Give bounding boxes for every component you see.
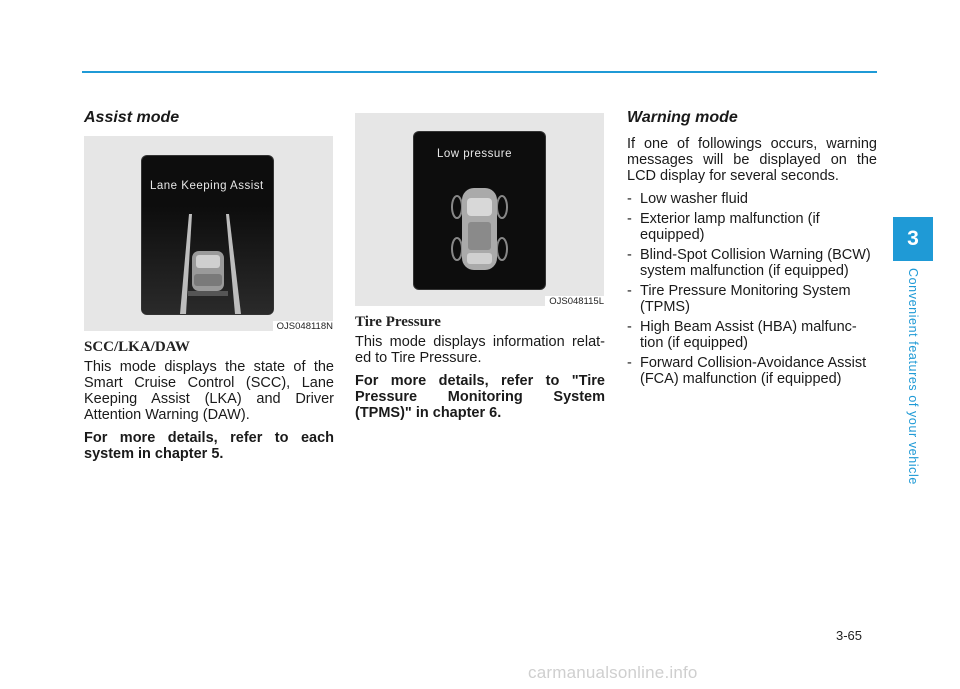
lane-car-icon [142,156,273,314]
figure-lane-keeping-assist [84,136,333,331]
chapter-title-vertical [902,268,924,493]
intro-text: If one of followings occurs, warning messages will be displayed on the LCD display for several seconds. [627,136,877,184]
subhead-scc-lka-daw: SCC/LKA/DAW [84,339,190,355]
section-title-warning-mode: Warning mode [627,109,738,126]
list-item: - Forward Collision-Avoidance Assist (FCA) malfunction (if equipped) [627,355,867,387]
body-text: This mode displays information relat-ed to Tire Pressure. [355,334,605,366]
tire-car-icon [414,132,545,289]
watermark: carmanualsonline.info [528,663,698,682]
column-warning-mode [627,108,877,391]
column-assist-mode [84,108,334,469]
cluster-screen [414,132,545,289]
cluster-screen [142,156,273,314]
figure-low-pressure [355,113,604,306]
section-title-assist-mode: Assist mode [84,109,180,126]
list-item: - High Beam Assist (HBA) malfunc-tion (if equipped) [627,319,857,351]
warning-list [627,191,877,387]
chapter-title-text: Convenient features of your vehicle [906,268,920,485]
page-number: 3-65 [836,628,863,643]
list-item: - Low washer fluid [627,191,748,207]
list-item: - Blind-Spot Collision Warning (BCW) system malfunction (if equipped) [627,247,871,279]
column-tire-pressure [355,113,605,428]
figure-code: OJS048118N [273,321,333,332]
list-item: - Exterior lamp malfunction (if equipped) [627,211,820,243]
subhead-tire-pressure: Tire Pressure [355,314,441,330]
note-text: For more details, refer to "Tire Pressure Monitoring System (TPMS)" in chapter 6. [355,373,605,421]
screen-title: Lane Keeping Assist [150,180,264,192]
chapter-tab: 3 [893,217,933,261]
note-text: For more details, refer to each system in chapter 5. [84,430,334,462]
header-rule [82,71,877,73]
body-text: This mode displays the state of the Smart Cruise Control (SCC), Lane Keeping Assist (LKA) and Driver Attention Warning (DAW). [84,359,334,423]
list-item: - Tire Pressure Monitoring System (TPMS) [627,283,851,315]
screen-title: Low pressure [437,148,513,160]
figure-code: OJS048115L [545,296,604,307]
